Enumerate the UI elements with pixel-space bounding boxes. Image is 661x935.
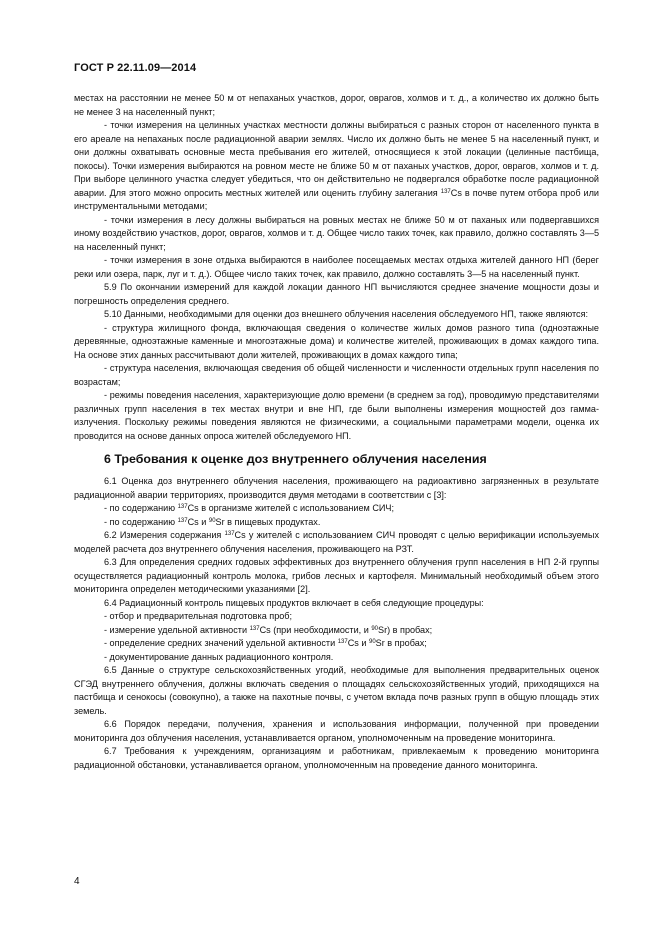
paragraph: - точки измерения в лесу должны выбираться на ровных местах не ближе 50 м от паханых или подвергавшихся иному воздействию участков, дорог, оврагов, холмов и т. д. Общее число таких точек, как правило, должно составлять 3—5 на населенный пункт; [74,214,599,252]
paragraph: 5.10 Данными, необходимыми для оценки доз внешнего облучения населения обследуемого НП, также являются: [104,309,589,319]
paragraph: - точки измерения в зоне отдыха выбираются в наиболее посещаемых местах отдыха жителей данного НП (берег реки или озера, парк, луг и т. д.). Общее число таких точек, как правило, должно составлять 3—5 на населенный пункт. [74,255,599,279]
document-header: ГОСТ Р 22.11.09—2014 [74,62,197,74]
list-item: - определение средних значений удельной активности $^{137}$Cs и $^{90}$Sr в пробах; [104,638,427,648]
list-item: - документирование данных радиационного контроля. [104,651,334,662]
paragraph: 6.1 Оценка доз внутреннего облучения населения, проживающего на радиоактивно загрязненных в результате радиационной аварии территориях, производится двумя методами в соответствии с [3]: [74,476,599,500]
paragraph: - режимы поведения населения, характеризующие долю времени (в среднем за год), проводимую представителями различных групп населения в тех местах внутри и вне НП, где были выполнены измерения мощностей доз гамма-излучения. Поскольку режимы поведения являются не физическими, а социальными параметрами модели, оценка их проводится на основе данных опроса жителей обследуемого НП. [74,390,599,441]
list-item: - по содержанию $^{137}$Cs в организме жителей с использованием СИЧ; [104,503,395,513]
paragraph: - точки измерения на целинных участках местности должны выбираться с разных сторон от населенного пункта в его ареале на непаханых после радиационной аварии землях. Число их должно быть не менее 5 на населенный пункт, и они должны охватывать основные места пребывания его жителей, относящиеся к этой локации (целинные пастбища, покосы). Точки измерения выбираются на ровном месте не ближе 50 м от паханых участков, дорог, оврагов, холмов и т. д. При выборе целинного участка следует убедиться, что он действительно не подвергался обработке после радиационной аварии. Для этого можно опросить местных жителей или оценить глубину залегания $^{137}$Cs в почве путем отбора проб или инструментальными методами; [74,120,599,211]
paragraph: 6.2 Измерения содержания $^{137}$Cs у жителей с использованием СИЧ проводят с целью верификации используемых моделей расчета доз внутреннего облучения населения, проживающего на РЗТ. [74,530,599,554]
list-item: - измерение удельной активности $^{137}$Cs (при необходимости, и $^{90}$Sr) в пробах; [104,624,433,635]
paragraph: 6.3 Для определения средних годовых эффективных доз внутреннего облучения групп населения в НП 2-й группы осуществляется радиационный контроль молока, грибов лесных и картофеля. Минимальный необходимый объем этого мониторинга определен методическими указаниями [2]. [74,557,599,594]
paragraph: 6.4 Радиационный контроль пищевых продуктов включает в себя следующие процедуры: [104,597,484,608]
list-item: - по содержанию $^{137}$Cs и $^{90}$Sr в пищевых продуктах. [104,516,321,527]
document-body [74,92,599,772]
list-item: - отбор и предварительная подготовка проб; [104,611,293,621]
page-number: 4 [74,876,80,887]
section-heading: 6 Требования к оценке доз внутреннего облучения населения [104,452,487,466]
paragraph: 6.7 Требования к учреждениям, организациям и работникам, привлекаемым к проведению мониторинга радиационной обстановки, устанавливается органом, уполномоченным на проведение данного мониторинга. [74,746,599,770]
paragraph: 5.9 По окончании измерений для каждой локации данного НП вычисляются среднее значение мощности дозы и погрешность определения среднего. [74,282,599,306]
paragraph: - структура жилищного фонда, включающая сведения о количестве жилых домов разного типа (одноэтажные деревянные, одноэтажные каменные и многоэтажные дома) и количестве жителей, проживающих в домах каждого типа. На основе этих данных рассчитывают доли жителей, проживающих в домах каждого типа; [74,322,599,360]
paragraph: - структура населения, включающая сведения об общей численности и численности отдельных групп населения по возрастам; [74,363,599,387]
paragraph: 6.5 Данные о структуре сельскохозяйственных угодий, необходимые для выполнения предварительных оценок СГЭД внутреннего облучения, должны включать сведения о площадях сельскохозяйственных угодий, приходящихся на пастбища и сенокосы (совокупно), а также на пахотные почвы, с учетом вклада почв разных групп в общую площадь этих земель. [74,665,599,716]
paragraph: 6.6 Порядок передачи, получения, хранения и использования информации, полученной при проведении мониторинга доз облучения населения, устанавливается органом, уполномоченным на проведение мониторинга. [74,719,599,743]
paragraph: местах на расстоянии не менее 50 м от непаханых участков, дорог, оврагов, холмов и т. д., а количество их должно быть не менее 3 на населенный пункт; [74,93,599,117]
